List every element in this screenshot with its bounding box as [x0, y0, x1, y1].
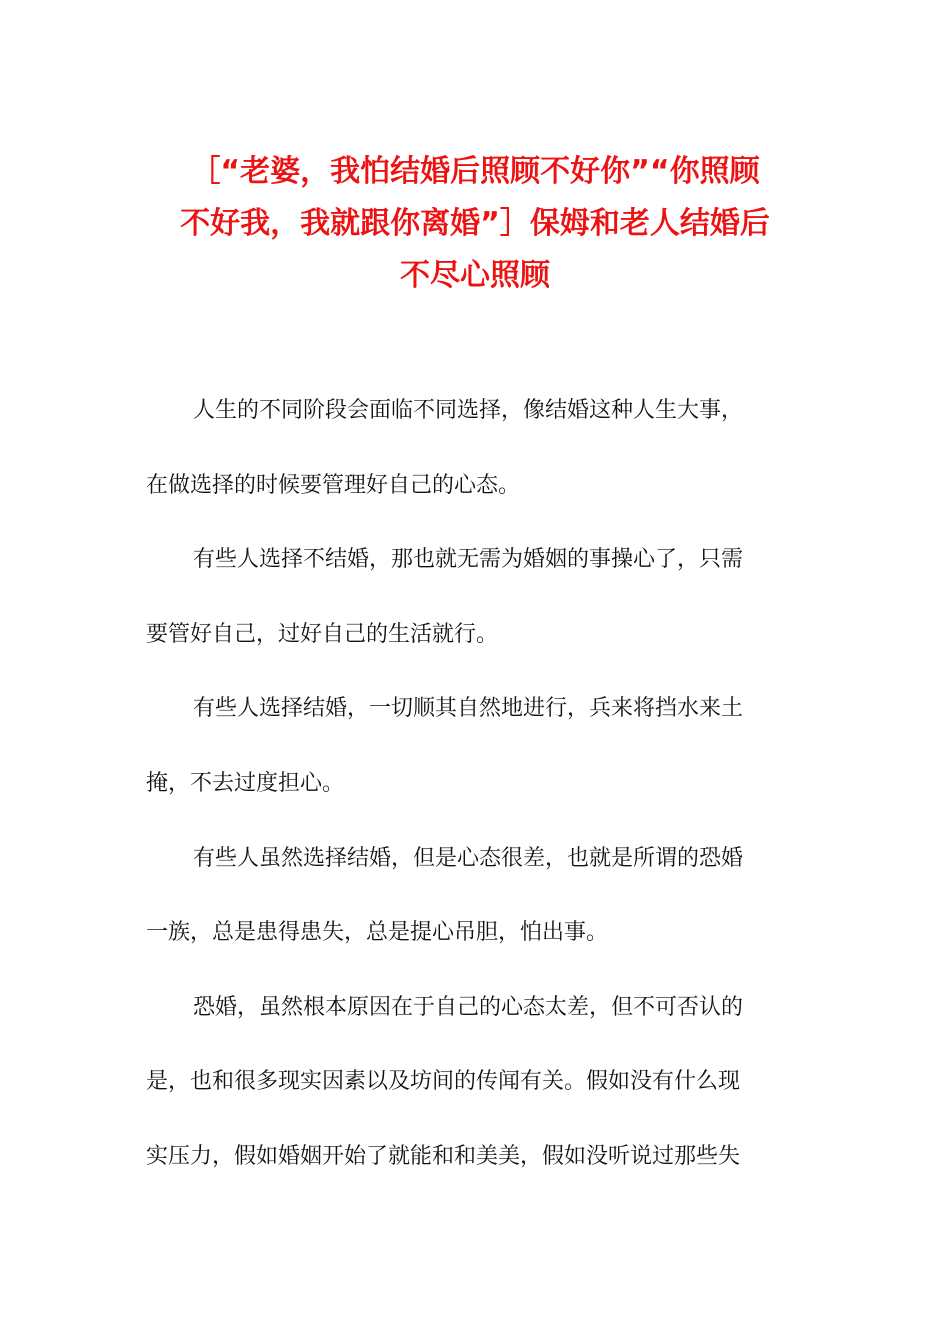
paragraph-5-line-1: 恐婚，虽然根本原因在于自己的心态太差，但不可否认的 [193, 994, 744, 1020]
paragraph-1-line-2: 在做选择的时候要管理好自己的心态。 [146, 472, 521, 498]
paragraph-3-line-2: 掩，不去过度担心。 [146, 770, 345, 796]
paragraph-5-line-2: 是，也和很多现实因素以及坊间的传闻有关。假如没有什么现 [146, 1069, 741, 1095]
paragraph-3-line-1: 有些人选择结婚，一切顺其自然地进行，兵来将挡水来土 [193, 696, 744, 722]
document-body [146, 374, 806, 1195]
title-line-3: 不尽心照顾 [400, 258, 550, 293]
paragraph-5-line-3: 实压力，假如婚姻开始了就能和和美美，假如没听说过那些失 [146, 1143, 741, 1169]
title-line-1: ［“老婆，我怕结婚后照顾不好你”“你照顾 [190, 154, 760, 189]
paragraph-4-line-2: 一族，总是患得患失，总是提心吊胆，怕出事。 [146, 920, 609, 946]
paragraph-2-line-1: 有些人选择不结婚，那也就无需为婚姻的事操心了，只需 [193, 547, 744, 573]
paragraph-1-line-1: 人生的不同阶段会面临不同选择，像结婚这种人生大事， [193, 398, 744, 423]
paragraph-2-line-2: 要管好自己，过好自己的生活就行。 [146, 621, 499, 647]
paragraph-4-line-1: 有些人虽然选择结婚，但是心态很差，也就是所谓的恐婚 [193, 845, 744, 871]
title-line-2: 不好我，我就跟你离婚”］保姆和老人结婚后 [180, 206, 770, 241]
document-title [130, 146, 820, 302]
